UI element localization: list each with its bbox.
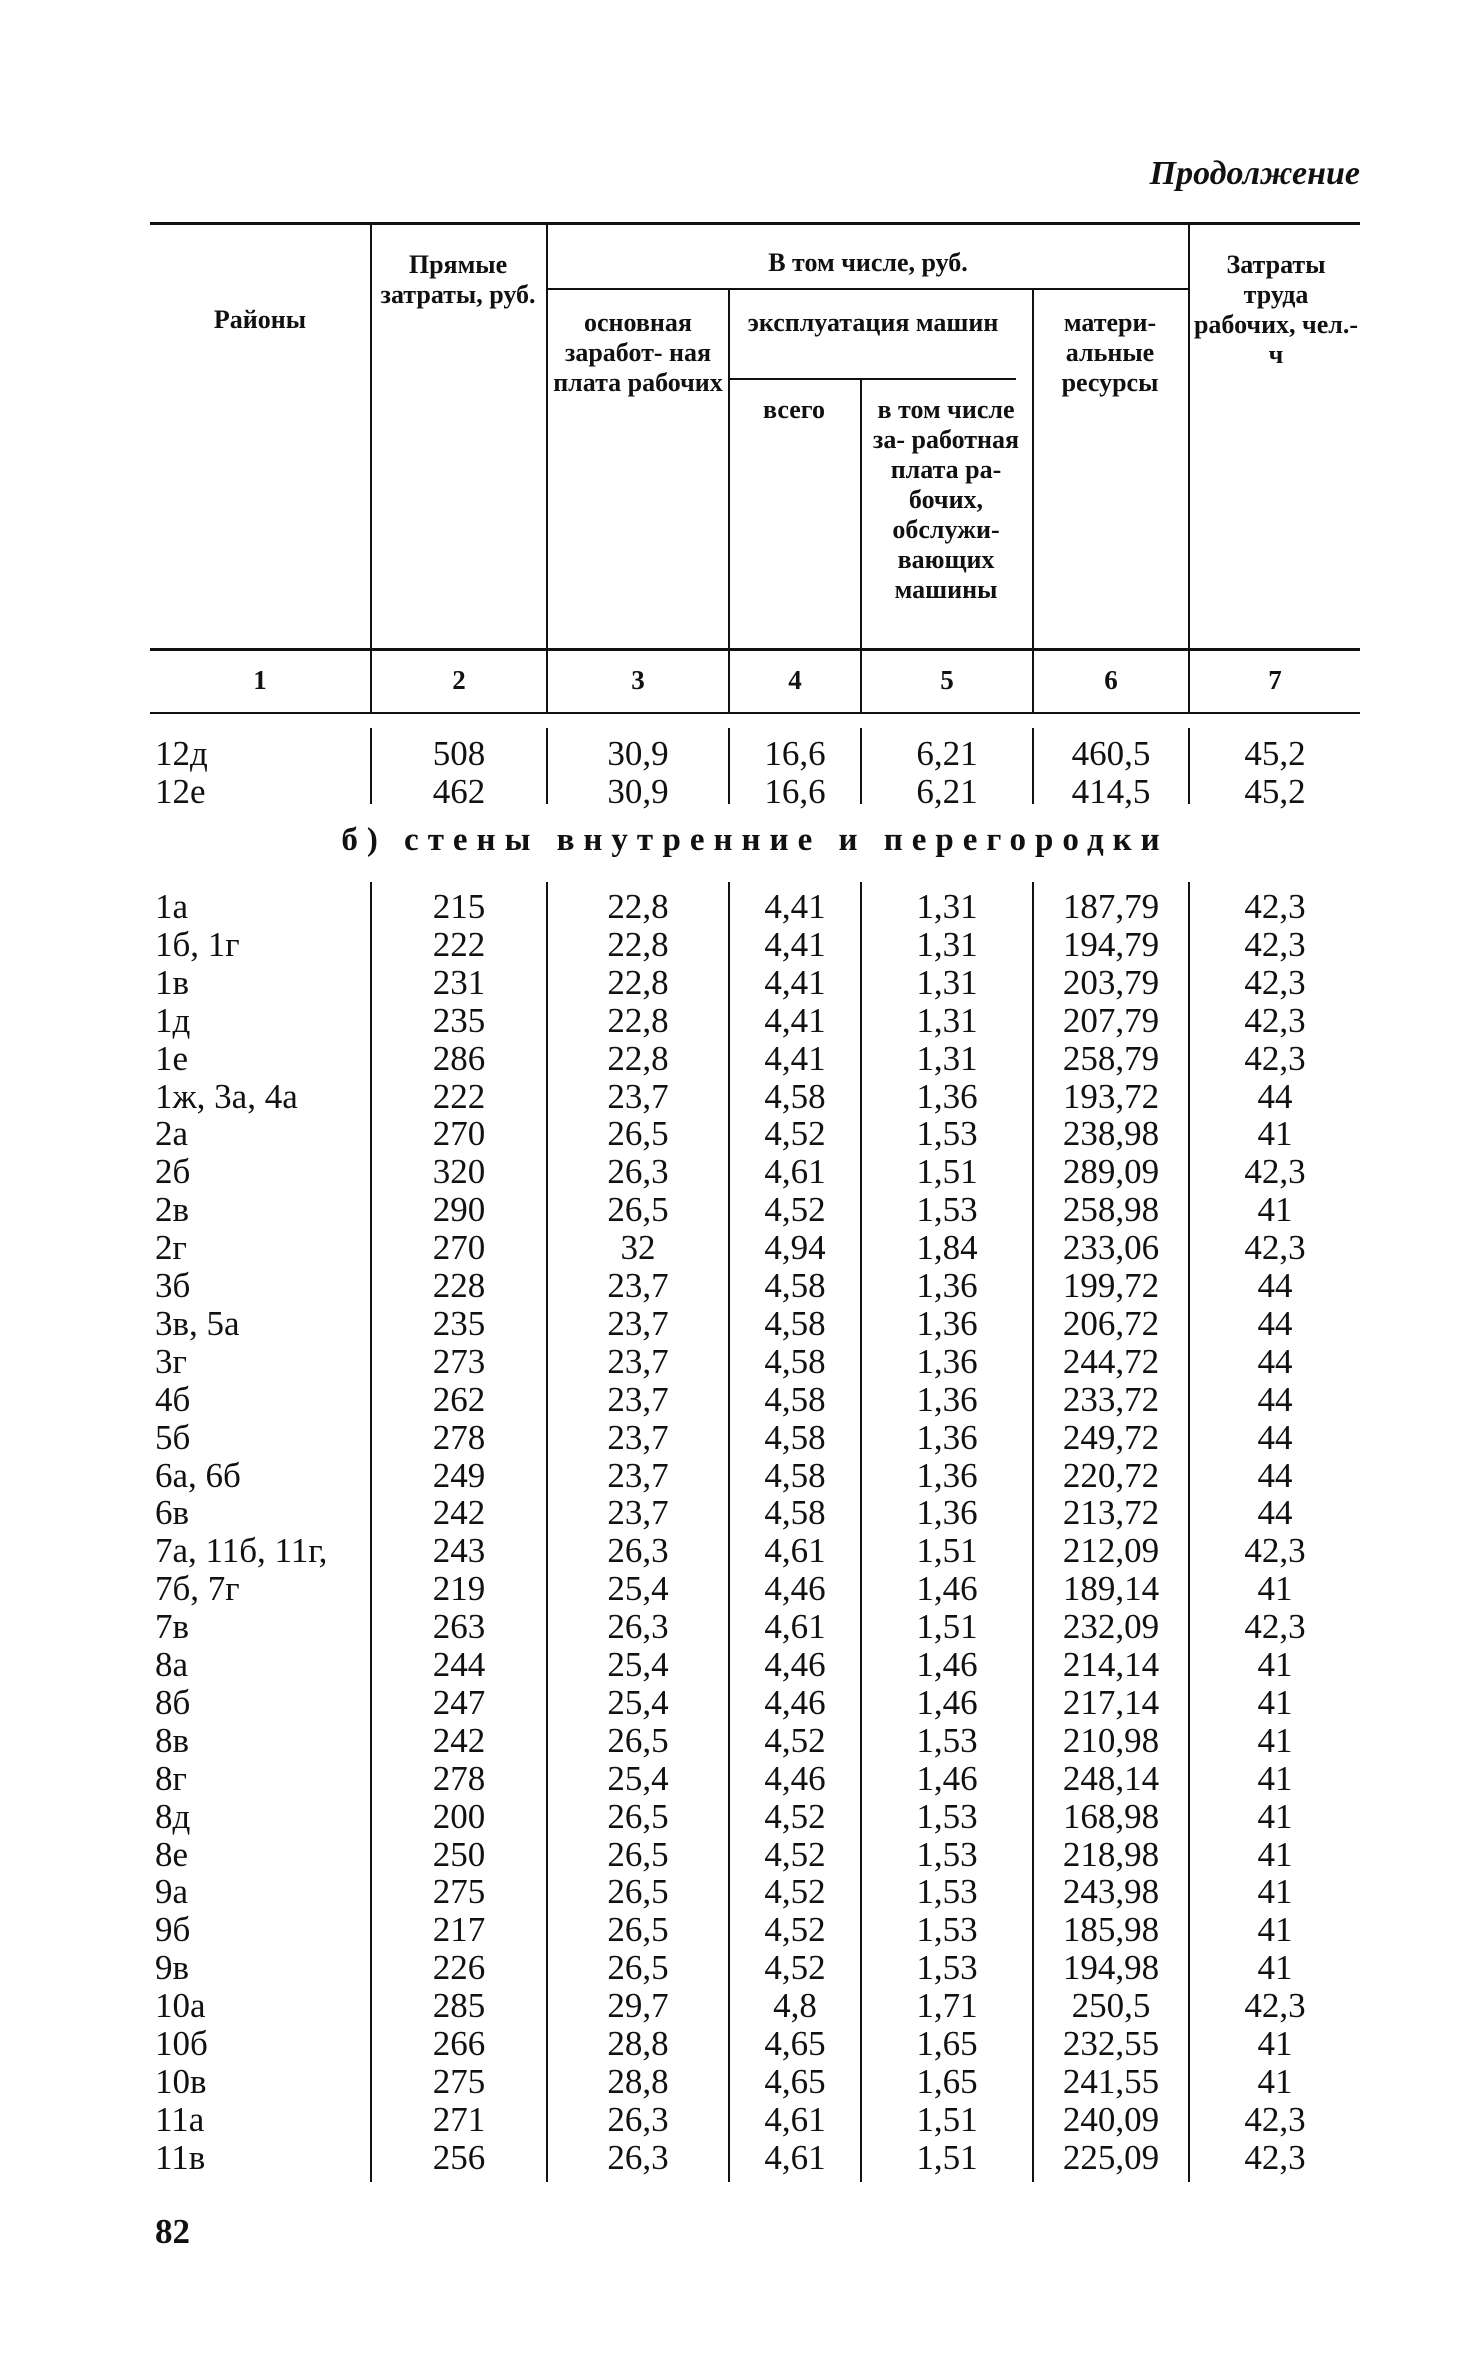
value-cell: 1,46 (916, 1645, 978, 1684)
value-cell: 25,4 (607, 1569, 669, 1609)
value-cell: 4,52 (764, 1720, 826, 1760)
value-cell: 508 (432, 734, 486, 773)
value-cell: 23,7 (607, 1076, 669, 1116)
table-top-rule (150, 222, 1360, 225)
value-cell: 1,51 (916, 2137, 978, 2177)
district-cell: 6в (155, 1493, 190, 1533)
value-cell: 42,3 (1244, 1000, 1306, 1040)
value-cell: 41 (1257, 2061, 1293, 2101)
value-cell: 32 (620, 1228, 656, 1268)
column-number: 7 (1268, 665, 1282, 695)
value-cell: 271 (432, 2099, 486, 2139)
group-rule (548, 288, 1188, 290)
value-cell: 4,61 (764, 1152, 826, 1192)
value-cell: 320 (432, 1152, 486, 1192)
header-operator-wage: в том числе за- работная плата ра- бочих, обслужи- вающих машины (872, 395, 1020, 604)
value-cell: 286 (432, 1038, 486, 1078)
value-cell: 6,21 (916, 734, 978, 773)
value-cell: 249,72 (1062, 1417, 1160, 1457)
value-cell: 22,8 (607, 962, 669, 1002)
value-cell: 1,36 (916, 1266, 978, 1305)
value-cell: 270 (432, 1114, 486, 1154)
header-divider (1188, 222, 1190, 712)
value-cell: 4,52 (764, 1796, 826, 1836)
value-cell: 26,5 (607, 1910, 669, 1950)
district-cell: 1б, 1г (155, 924, 240, 964)
value-cell: 210,98 (1062, 1720, 1160, 1760)
value-cell: 26,5 (607, 1948, 669, 1988)
district-cell: 12д (155, 734, 208, 773)
value-cell: 1,31 (916, 924, 978, 964)
value-cell: 25,4 (607, 1645, 669, 1684)
value-cell: 4,52 (764, 1114, 826, 1154)
value-cell: 42,3 (1244, 1152, 1306, 1192)
value-cell: 6,21 (916, 772, 978, 811)
value-cell: 23,7 (607, 1455, 669, 1495)
value-cell: 235 (432, 1000, 486, 1040)
value-cell: 250,5 (1071, 1986, 1151, 2026)
value-cell: 42,3 (1244, 2099, 1306, 2139)
value-cell: 278 (432, 1417, 486, 1457)
value-cell: 1,53 (916, 1872, 978, 1912)
value-cell: 217,14 (1062, 1682, 1160, 1722)
value-cell: 1,36 (916, 1455, 978, 1495)
value-cell: 4,58 (764, 1076, 826, 1116)
header-machine-operation: эксплуатация машин (747, 308, 999, 337)
value-cell: 258,79 (1062, 1038, 1160, 1078)
value-cell: 238,98 (1062, 1114, 1160, 1154)
value-cell: 4,58 (764, 1303, 826, 1343)
value-cell: 4,46 (764, 1758, 826, 1798)
value-cell: 29,7 (607, 1986, 669, 2026)
value-cell: 1,36 (916, 1417, 978, 1457)
column-numbers-rule (150, 712, 1360, 714)
value-cell: 185,98 (1062, 1910, 1160, 1950)
value-cell: 4,52 (764, 1190, 826, 1230)
value-cell: 4,65 (764, 2024, 826, 2063)
value-cell: 1,53 (916, 1190, 978, 1230)
value-cell: 187,79 (1062, 887, 1160, 926)
value-cell: 289,09 (1062, 1152, 1160, 1192)
district-cell: 11а (155, 2099, 205, 2139)
value-cell: 1,46 (916, 1569, 978, 1609)
value-cell: 4,58 (764, 1417, 826, 1457)
value-cell: 4,46 (764, 1569, 826, 1609)
value-cell: 193,72 (1062, 1076, 1160, 1116)
value-cell: 226 (432, 1948, 486, 1988)
header-divider (546, 222, 548, 712)
value-cell: 232,55 (1062, 2024, 1160, 2063)
value-cell: 207,79 (1062, 1000, 1160, 1040)
district-cell: 1е (155, 1038, 189, 1078)
value-cell: 26,3 (607, 1531, 669, 1571)
value-cell: 262 (432, 1379, 486, 1419)
value-cell: 243 (432, 1531, 486, 1571)
value-cell: 44 (1257, 1417, 1293, 1457)
value-cell: 4,8 (773, 1986, 817, 2026)
value-cell: 235 (432, 1303, 486, 1343)
value-cell: 4,58 (764, 1493, 826, 1533)
value-cell: 42,3 (1244, 962, 1306, 1002)
header-districts: Районы (213, 305, 307, 334)
value-cell: 44 (1257, 1303, 1293, 1343)
value-cell: 220,72 (1062, 1455, 1160, 1495)
value-cell: 30,9 (607, 772, 669, 811)
value-cell: 28,8 (607, 2024, 669, 2063)
value-cell: 4,58 (764, 1341, 826, 1381)
value-cell: 217 (432, 1910, 486, 1950)
district-cell: 2г (155, 1228, 187, 1268)
value-cell: 42,3 (1244, 887, 1306, 926)
value-cell: 240,09 (1062, 2099, 1160, 2139)
value-cell: 4,52 (764, 1872, 826, 1912)
district-cell: 3г (155, 1341, 187, 1381)
value-cell: 241,55 (1062, 2061, 1160, 2101)
value-cell: 1,53 (916, 1114, 978, 1154)
section-title: б) стены внутренние и перегородки (341, 822, 1169, 858)
value-cell: 26,3 (607, 1607, 669, 1647)
value-cell: 4,61 (764, 1531, 826, 1571)
value-cell: 200 (432, 1796, 486, 1836)
district-cell: 8е (155, 1834, 189, 1874)
value-cell: 275 (432, 1872, 486, 1912)
header-bottom-rule (150, 648, 1360, 651)
column-number: 4 (788, 665, 802, 695)
value-cell: 41 (1257, 1910, 1293, 1950)
district-cell: 12е (155, 772, 206, 811)
header-direct-costs: Прямые затраты, руб. (380, 250, 536, 309)
value-cell: 1,36 (916, 1303, 978, 1343)
value-cell: 41 (1257, 1645, 1293, 1684)
value-cell: 1,36 (916, 1076, 978, 1116)
value-cell: 1,51 (916, 1607, 978, 1647)
value-cell: 4,41 (764, 887, 826, 926)
value-cell: 219 (432, 1569, 486, 1609)
value-cell: 1,65 (916, 2024, 978, 2063)
value-cell: 28,8 (607, 2061, 669, 2101)
district-cell: 10а (155, 1986, 206, 2026)
value-cell: 41 (1257, 1834, 1293, 1874)
column-number: 2 (452, 665, 466, 695)
value-cell: 26,5 (607, 1834, 669, 1874)
value-cell: 1,31 (916, 1000, 978, 1040)
value-cell: 243,98 (1062, 1872, 1160, 1912)
value-cell: 462 (432, 772, 486, 811)
value-cell: 41 (1257, 2024, 1293, 2063)
value-cell: 218,98 (1062, 1834, 1160, 1874)
district-cell: 8г (155, 1758, 187, 1798)
value-cell: 25,4 (607, 1758, 669, 1798)
value-cell: 26,3 (607, 2137, 669, 2177)
value-cell: 244,72 (1062, 1341, 1160, 1381)
value-cell: 203,79 (1062, 962, 1160, 1002)
district-cell: 10б (155, 2024, 208, 2063)
value-cell: 22,8 (607, 1038, 669, 1078)
value-cell: 41 (1257, 1114, 1293, 1154)
district-cell: 8в (155, 1720, 190, 1760)
value-cell: 4,58 (764, 1455, 826, 1495)
value-cell: 42,3 (1244, 1607, 1306, 1647)
district-cell: 8д (155, 1796, 191, 1836)
value-cell: 249 (432, 1455, 486, 1495)
district-cell: 11в (155, 2137, 206, 2177)
value-cell: 44 (1257, 1493, 1293, 1533)
value-cell: 266 (432, 2024, 486, 2063)
value-cell: 26,5 (607, 1796, 669, 1836)
value-cell: 1,51 (916, 1531, 978, 1571)
value-cell: 194,98 (1062, 1948, 1160, 1988)
column-number: 5 (940, 665, 954, 695)
value-cell: 4,58 (764, 1266, 826, 1305)
column-number: 6 (1104, 665, 1118, 695)
value-cell: 1,53 (916, 1834, 978, 1874)
value-cell: 263 (432, 1607, 486, 1647)
value-cell: 44 (1257, 1341, 1293, 1381)
value-cell: 23,7 (607, 1341, 669, 1381)
value-cell: 4,41 (764, 1000, 826, 1040)
value-cell: 25,4 (607, 1682, 669, 1722)
value-cell: 290 (432, 1190, 486, 1230)
value-cell: 23,7 (607, 1493, 669, 1533)
value-cell: 42,3 (1244, 1038, 1306, 1078)
value-cell: 233,72 (1062, 1379, 1160, 1419)
value-cell: 1,53 (916, 1796, 978, 1836)
value-cell: 222 (432, 924, 486, 964)
value-cell: 45,2 (1244, 734, 1306, 773)
district-cell: 8б (155, 1682, 191, 1722)
value-cell: 1,53 (916, 1948, 978, 1988)
value-cell: 232,09 (1062, 1607, 1160, 1647)
value-cell: 4,65 (764, 2061, 826, 2101)
value-cell: 4,41 (764, 924, 826, 964)
value-cell: 250 (432, 1834, 486, 1874)
header-divider (860, 380, 862, 712)
value-cell: 4,52 (764, 1948, 826, 1988)
value-cell: 1,36 (916, 1493, 978, 1533)
value-cell: 214,14 (1062, 1645, 1160, 1684)
value-cell: 242 (432, 1493, 486, 1533)
district-cell: 9в (155, 1948, 190, 1988)
value-cell: 4,52 (764, 1834, 826, 1874)
value-cell: 273 (432, 1341, 486, 1381)
value-cell: 228 (432, 1266, 486, 1305)
value-cell: 244 (432, 1645, 486, 1684)
value-cell: 258,98 (1062, 1190, 1160, 1230)
value-cell: 4,58 (764, 1379, 826, 1419)
value-cell: 41 (1257, 1948, 1293, 1988)
value-cell: 206,72 (1062, 1303, 1160, 1343)
value-cell: 42,3 (1244, 2137, 1306, 2177)
district-cell: 4б (155, 1379, 191, 1419)
value-cell: 16,6 (764, 772, 826, 811)
header-including: В том числе, руб. (768, 248, 968, 277)
value-cell: 23,7 (607, 1379, 669, 1419)
value-cell: 23,7 (607, 1417, 669, 1457)
value-cell: 4,61 (764, 1607, 826, 1647)
value-cell: 1,84 (916, 1228, 978, 1268)
value-cell: 215 (432, 887, 486, 926)
value-cell: 275 (432, 2061, 486, 2101)
value-cell: 26,5 (607, 1114, 669, 1154)
value-cell: 189,14 (1062, 1569, 1160, 1609)
value-cell: 41 (1257, 1720, 1293, 1760)
value-cell: 45,2 (1244, 772, 1306, 811)
header-materials: матери- альные ресурсы (1061, 308, 1159, 397)
value-cell: 44 (1257, 1455, 1293, 1495)
value-cell: 194,79 (1062, 924, 1160, 964)
value-cell: 242 (432, 1720, 486, 1760)
value-cell: 26,3 (607, 1152, 669, 1192)
value-cell: 1,53 (916, 1720, 978, 1760)
value-cell: 30,9 (607, 734, 669, 773)
value-cell: 4,52 (764, 1910, 826, 1950)
value-cell: 1,36 (916, 1341, 978, 1381)
value-cell: 278 (432, 1758, 486, 1798)
value-cell: 4,46 (764, 1645, 826, 1684)
value-cell: 41 (1257, 1796, 1293, 1836)
value-cell: 42,3 (1244, 1228, 1306, 1268)
value-cell: 1,46 (916, 1758, 978, 1798)
value-cell: 4,41 (764, 1038, 826, 1078)
district-cell: 7а, 11б, 11г, (155, 1531, 328, 1571)
value-cell: 4,61 (764, 2099, 826, 2139)
value-cell: 199,72 (1062, 1266, 1160, 1305)
value-cell: 22,8 (607, 1000, 669, 1040)
district-cell: 2а (155, 1114, 189, 1154)
district-cell: 1ж, 3а, 4а (155, 1076, 298, 1116)
value-cell: 26,5 (607, 1190, 669, 1230)
value-cell: 41 (1257, 1872, 1293, 1912)
value-cell: 248,14 (1062, 1758, 1160, 1798)
value-cell: 4,41 (764, 962, 826, 1002)
header-labor: Затраты труда рабочих, чел.-ч (1193, 250, 1359, 369)
district-cell: 1а (155, 887, 189, 926)
value-cell: 4,94 (764, 1228, 826, 1268)
value-cell: 1,31 (916, 962, 978, 1002)
value-cell: 41 (1257, 1758, 1293, 1798)
district-cell: 3в, 5а (155, 1303, 240, 1343)
value-cell: 285 (432, 1986, 486, 2026)
value-cell: 44 (1257, 1266, 1293, 1305)
value-cell: 26,5 (607, 1720, 669, 1760)
header-total: всего (763, 395, 825, 424)
value-cell: 1,65 (916, 2061, 978, 2101)
column-number: 3 (631, 665, 645, 695)
value-cell: 414,5 (1071, 772, 1151, 811)
district-cell: 2в (155, 1190, 190, 1230)
header-divider (728, 290, 730, 712)
value-cell: 26,5 (607, 1872, 669, 1912)
district-cell: 8а (155, 1645, 189, 1684)
value-cell: 212,09 (1062, 1531, 1160, 1571)
value-cell: 1,51 (916, 2099, 978, 2139)
value-cell: 22,8 (607, 924, 669, 964)
value-cell: 213,72 (1062, 1493, 1160, 1533)
value-cell: 1,46 (916, 1682, 978, 1722)
subgroup-rule (728, 378, 1016, 380)
value-cell: 23,7 (607, 1303, 669, 1343)
value-cell: 44 (1257, 1076, 1293, 1116)
value-cell: 460,5 (1071, 734, 1151, 773)
value-cell: 42,3 (1244, 1531, 1306, 1571)
value-cell: 41 (1257, 1682, 1293, 1722)
value-cell: 222 (432, 1076, 486, 1116)
district-cell: 10в (155, 2061, 207, 2101)
value-cell: 233,06 (1062, 1228, 1160, 1268)
value-cell: 1,51 (916, 1152, 978, 1192)
value-cell: 225,09 (1062, 2137, 1160, 2177)
value-cell: 256 (432, 2137, 486, 2177)
value-cell: 270 (432, 1228, 486, 1268)
continuation-label: Продолжение (1149, 155, 1360, 192)
page-number: 82 (155, 2212, 190, 2251)
district-cell: 1в (155, 962, 190, 1002)
value-cell: 23,7 (607, 1266, 669, 1305)
district-cell: 5б (155, 1417, 191, 1457)
district-cell: 7б, 7г (155, 1569, 240, 1609)
value-cell: 16,6 (764, 734, 826, 773)
value-cell: 1,53 (916, 1910, 978, 1950)
value-cell: 231 (432, 962, 486, 1002)
value-cell: 1,31 (916, 1038, 978, 1078)
value-cell: 1,31 (916, 887, 978, 926)
value-cell: 41 (1257, 1569, 1293, 1609)
district-cell: 6а, 6б (155, 1455, 241, 1495)
value-cell: 1,36 (916, 1379, 978, 1419)
value-cell: 42,3 (1244, 924, 1306, 964)
value-cell: 1,71 (916, 1986, 978, 2026)
header-divider (370, 222, 372, 712)
value-cell: 41 (1257, 1190, 1293, 1230)
value-cell: 4,46 (764, 1682, 826, 1722)
value-cell: 168,98 (1062, 1796, 1160, 1836)
district-cell: 3б (155, 1266, 191, 1305)
district-cell: 2б (155, 1152, 191, 1192)
district-cell: 7в (155, 1607, 190, 1647)
value-cell: 42,3 (1244, 1986, 1306, 2026)
value-cell: 22,8 (607, 887, 669, 926)
value-cell: 26,3 (607, 2099, 669, 2139)
value-cell: 4,61 (764, 2137, 826, 2177)
district-cell: 9б (155, 1910, 191, 1950)
district-cell: 9а (155, 1872, 189, 1912)
district-cell: 1д (155, 1000, 191, 1040)
value-cell: 247 (432, 1682, 486, 1722)
header-divider (1032, 290, 1034, 712)
value-cell: 44 (1257, 1379, 1293, 1419)
header-base-wage: основная заработ- ная плата рабочих (553, 308, 723, 397)
column-number: 1 (253, 665, 267, 695)
